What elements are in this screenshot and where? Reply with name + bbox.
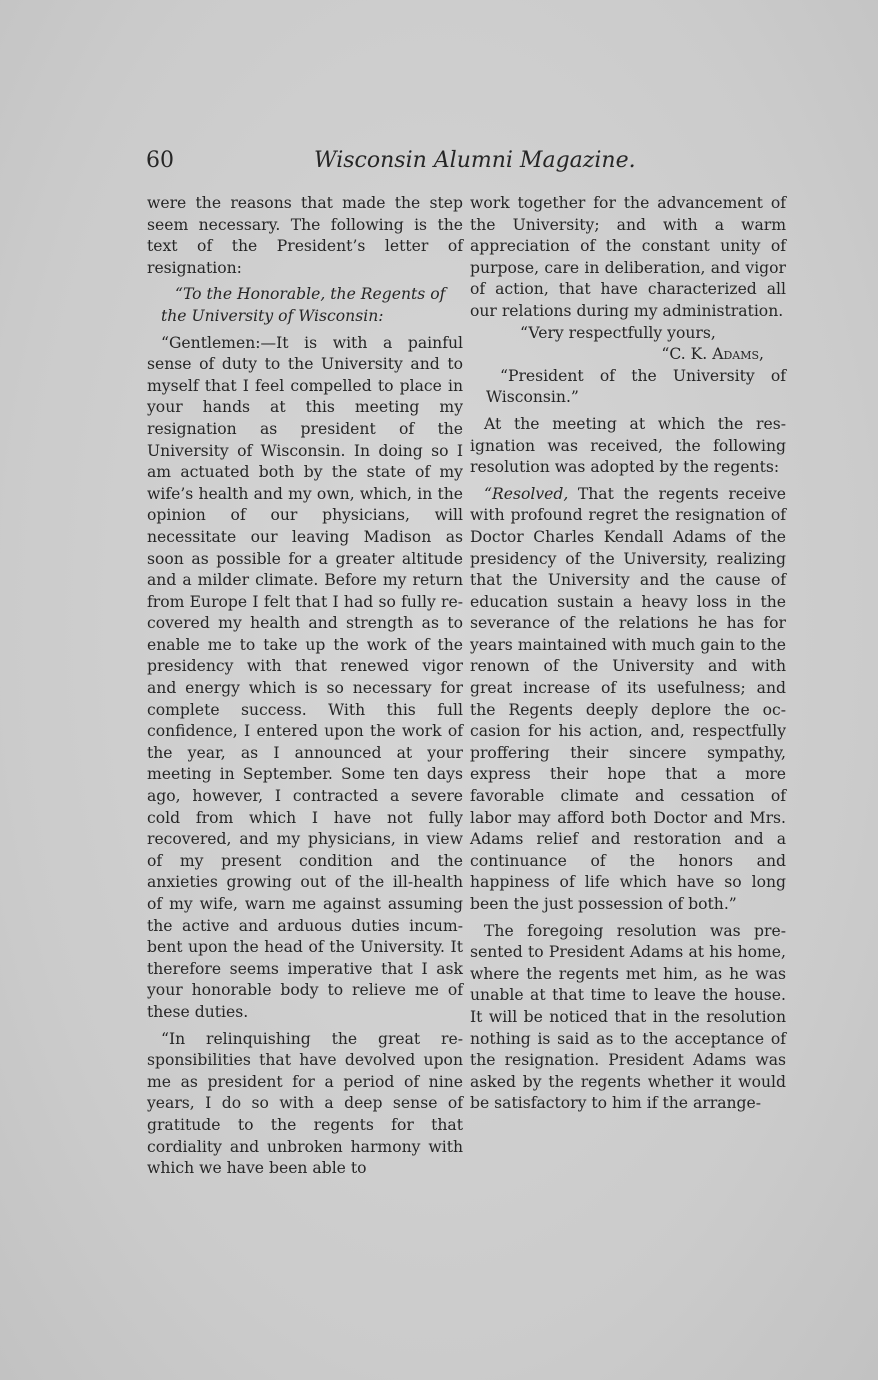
letter-address: “To the Honorable, the Regents of the University of Wisconsin: <box>161 285 446 325</box>
letter-signature <box>470 344 786 366</box>
letter-closing: “Very respectfully yours, <box>520 323 716 342</box>
left-column <box>147 193 463 1180</box>
resolution-text: That the regents receive with profound regret the resignation of Doctor Charles Kendall Adams of the presidency of the University, realizing that the University and the cause of education sustain a heavy loss in the severance of the relations he has for years maintained with much gain to the renown of the University and with great increase of its usefulness; and the Regents deeply deplore the occasion for his action, and, respectfully proffering their sincere sympathy, express their hope that a more favorable climate and cessation of labor may afford both Doctor and Mrs. Adams relief and restoration and a continuance of the honors and happiness of life which have so long been the just possession of both.” <box>470 484 786 913</box>
signature-title: “President of the University of Wisconsin.” <box>486 366 786 407</box>
letter-paragraph-1: “Gentlemen:—It is with a painful sense of duty to the University and to myself that I feel compelled to place in your hands at this meeting my resignation as president of the University of Wisconsin. In doing so I am actuated both by the state of my wife’s health and my own, which, in the opinion of our physicians, will necessitate our leaving Madison as soon as possible for a greater altitude and a milder climate. Before my return from Europe I felt that I had so fully recovered my health and strength as to enable me to take up the work of the presidency with that renewed vigor and energy which is so necessary for complete success. With this full confidence, I entered upon the work of the year, as I announced at your meeting in September. Some ten days ago, however, I contracted a severe cold from which I have not fully recovered, and my physicians, in view of my present condition and the anxieties growing out of the ill-health of my wife, warn me against assuming the active and arduous duties incumbent upon the head of the University. It therefore seems imperative that I ask your honorable body to relieve me of these duties. <box>147 333 463 1021</box>
foregoing-paragraph: The foregoing resolution was presented to President Adams at his home, where the regents met him, as he was unable at that time to leave the house. It will be noticed that in the resolution nothing is said as to the acceptance of the resignation. President Adams was asked by the regents whether it would be satisfactory to him if the arrange- <box>470 921 786 1113</box>
journal-title: Wisconsin Alumni Magazine. <box>314 148 636 173</box>
resolved-label: “Resolved, <box>484 484 569 503</box>
signature-name: Adams, <box>712 345 764 364</box>
page-number: 60 <box>146 148 174 173</box>
letter-paragraph-2: “In relinquishing the great responsibilities that have devolved upon me as president for a period of nine years, I do so with a deep sense of gratitude to the regents for that cordiality and unbroken harmony with which we have been able to <box>147 1029 463 1178</box>
right-column <box>470 193 786 1115</box>
resolution-paragraph <box>470 484 786 916</box>
letter-continuation: work together for the advancement of the University; and with a warm appreciation of the constant unity of purpose, care in deliberation, and vigor of action, that have characterized all our relations during my administration. <box>470 194 786 320</box>
signature-prefix: “C. K. <box>661 345 713 364</box>
page-header <box>0 148 878 184</box>
intro-paragraph: were the reasons that made the step seem necessary. The following is the text of the President’s letter of resignation: <box>147 194 463 277</box>
meeting-paragraph: At the meeting at which the resignation was received, the following resolution was adopted by the regents: <box>470 414 786 477</box>
